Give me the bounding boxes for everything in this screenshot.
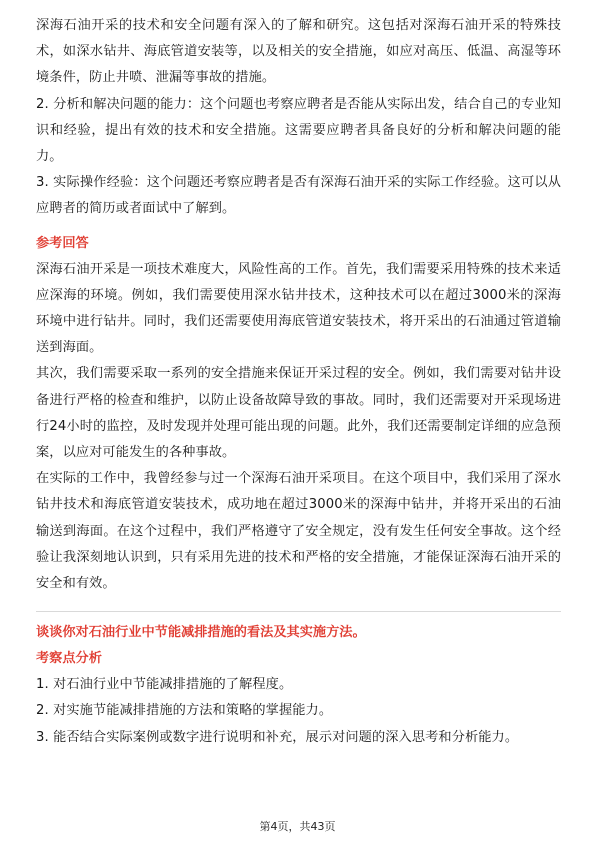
section-divider — [36, 611, 561, 612]
analysis-item: 2. 对实施节能减排措施的方法和策略的掌握能力。 — [36, 703, 333, 719]
analysis-item: 3. 能否结合实际案例或数字进行说明和补充，展示对问题的深入思考和分析能力。 — [36, 729, 519, 745]
page-number: 第4页，共43页 — [259, 820, 336, 833]
body-paragraph: 2. 分析和解决问题的能力：这个问题也考察应聘者是否能从实际出发，结合自己的专业知识和经验，提出有效的技术和安全措施。这需要应聘者具备良好的分析和解决问题的能力。 — [36, 96, 561, 165]
body-paragraph: 深海石油开采的技术和安全问题有深入的了解和研究。这包括对深海石油开采的特殊技术，如深水钻井、海底管道安装等，以及相关的安全措施，如应对高压、低温、高湿等环境条件，防止井喷、泄漏等事故的措施。 — [36, 18, 561, 86]
reference-answer-heading: 参考回答 — [36, 235, 89, 251]
analysis-heading: 考察点分析 — [36, 651, 102, 667]
analysis-item: 1. 对石油行业中节能减排措施的了解程度。 — [36, 677, 293, 693]
question-heading: 谈谈你对石油行业中节能减排措施的看法及其实施方法。 — [36, 625, 366, 641]
answer-paragraph: 在实际的工作中，我曾经参与过一个深海石油开采项目。在这个项目中，我们采用了深水钻井技术和海底管道安装技术，成功地在超过3000米的深海中钻井，并将开采出的石油输送到海面。在这个过程中，我们严格遵守了安全规定，没有发生任何安全事故。这个经验让我深刻地认识到，只有采用先进的技术和严格的安全措施，才能保证深海石油开采的安全和有效。 — [36, 471, 561, 592]
answer-paragraph: 深海石油开采是一项技术难度大，风险性高的工作。首先，我们需要采用特殊的技术来适应深海的环境。例如，我们需要使用深水钻井技术，这种技术可以在超过3000米的深海环境中进行钻井。同时，我们还需要使用海底管道安装技术，将开采出的石油通过管道输送到海面。 — [36, 261, 561, 356]
page-content — [36, 13, 561, 751]
answer-paragraph: 其次，我们需要采取一系列的安全措施来保证开采过程的安全。例如，我们需要对钻井设备进行严格的检查和维护，以防止设备故障导致的事故。同时，我们还需要对开采现场进行24小时的监控，及时发现并处理可能出现的问题。此外，我们还需要制定详细的应急预案，以应对可能发生的各种事故。 — [36, 366, 561, 461]
body-paragraph: 3. 实际操作经验：这个问题还考察应聘者是否有深海石油开采的实际工作经验。这可以从应聘者的简历或者面试中了解到。 — [36, 175, 561, 217]
